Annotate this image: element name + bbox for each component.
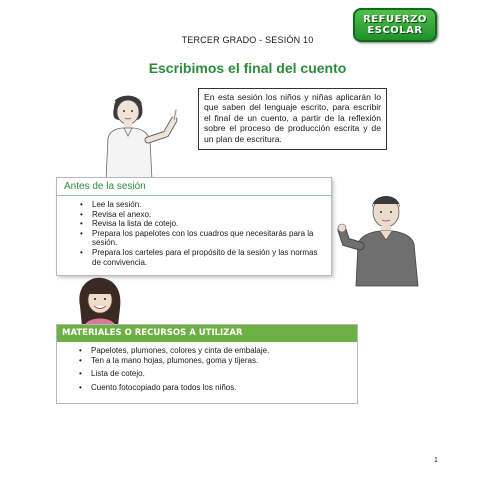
before-session-title: Antes de la sesión: [64, 181, 146, 192]
list-item: • Revisa la lista de cotejo.: [78, 219, 326, 229]
page-number: 1: [434, 457, 438, 464]
list-item: • Ten a la mano hojas, plumones, goma y tijeras.: [77, 356, 347, 366]
list-item: • Revisa el anexo.: [78, 210, 326, 220]
session-intro-text: En esta sesión los niños y niñas aplicarán lo que saben del lenguaje escrito, para escribir el final de un cuento, a partir de la reflexión sobre el proceso de producción escrita y de un plan de escritura.: [204, 92, 381, 144]
teacher-illustration: [336, 186, 436, 286]
girl-smiling-illustration: [70, 276, 130, 326]
grade-session-heading: TERCER GRADO - SESIÓN 10: [181, 35, 314, 45]
list-item: • Lee la sesión.: [78, 200, 326, 210]
list-item: • Prepara los papelotes con los cuadros que necesitarás para la sesión.: [78, 229, 326, 248]
girl-pointing-illustration: [92, 90, 192, 180]
logo-line-2: ESCOLAR: [367, 25, 423, 36]
list-item: • Cuento fotocopiado para todos los niños.: [77, 383, 347, 393]
divider: [57, 195, 331, 196]
before-session-list: [78, 200, 326, 267]
session-intro-box: [198, 88, 387, 150]
page-title: Escribimos el final del cuento: [148, 60, 347, 76]
before-session-panel: [56, 177, 332, 276]
list-item: • Lista de cotejo.: [77, 369, 347, 379]
materials-header: MATERIALES O RECURSOS A UTILIZAR: [57, 325, 357, 342]
list-item: • Prepara los carteles para el propósito de la sesión y las normas de convivencia.: [78, 248, 326, 267]
materials-panel: [56, 324, 358, 404]
logo-line-1: REFUERZO: [363, 14, 427, 25]
materials-list: [77, 346, 347, 392]
list-item: • Papelotes, plumones, colores y cinta de embalaje.: [77, 346, 347, 356]
